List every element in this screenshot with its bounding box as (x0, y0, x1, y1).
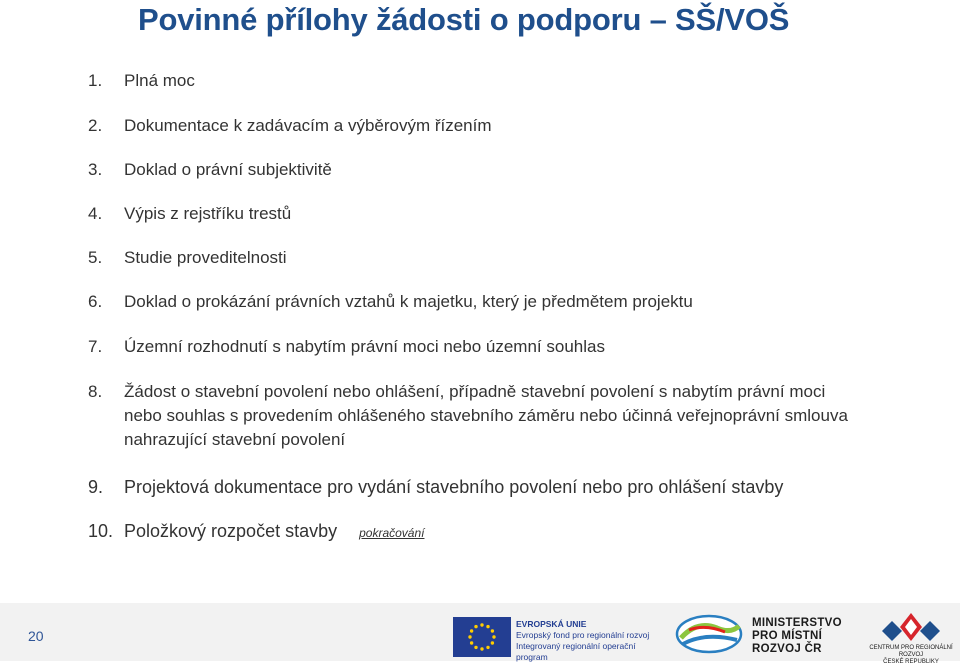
eu-label (516, 619, 666, 663)
item-text: Plná moc (124, 71, 195, 90)
eu-flag-icon (453, 617, 511, 657)
item-text: Projektová dokumentace pro vydání stavebního povolení nebo pro ohlášení stavby (124, 477, 784, 497)
item-number: 10. (88, 521, 114, 541)
page-title: Povinné přílohy žádosti o podporu – SŠ/VOŠ (138, 2, 790, 37)
crr-label (864, 645, 958, 666)
item-number: 9. (88, 477, 104, 497)
mmr-line1: MINISTERSTVO (752, 617, 842, 629)
item-text: Studie proveditelnosti (124, 248, 287, 267)
item-text: Doklad o právní subjektivitě (124, 160, 332, 179)
item-number: 8. (88, 382, 103, 401)
item-number: 4. (88, 204, 103, 223)
item-number: 3. (88, 160, 103, 179)
mmr-line3: ROZVOJ ČR (752, 643, 822, 655)
mmr-line2: PRO MÍSTNÍ (752, 630, 823, 642)
crr-line1: CENTRUM PRO REGIONÁLNÍ ROZVOJ (869, 645, 953, 658)
item-text: Žádost o stavební povolení nebo ohlášení, případně stavební povolení s nabytím právní moci nebo souhlas s provedením ohlášeného stavebního záměru nebo účinná veřejnoprávní smlouva nahrazující stavební povolení (124, 382, 848, 449)
item-text-label: Položkový rozpočet stavby (124, 521, 338, 541)
ministry-label (752, 617, 842, 656)
item-text (124, 519, 864, 545)
item-text: Výpis z rejstříku trestů (124, 204, 292, 223)
item-text: Územní rozhodnutí s nabytím právní moci nebo územní souhlas (124, 337, 605, 356)
crr-logo-icon (872, 611, 950, 643)
item-number: 6. (88, 292, 103, 311)
continue-link[interactable]: pokračování (359, 526, 425, 540)
eu-line1: EVROPSKÁ UNIE (516, 619, 587, 629)
item-number: 2. (88, 116, 103, 135)
page-number: 20 (28, 628, 44, 644)
item-text: Doklad o prokázání právních vztahů k majetku, který je předmětem projektu (124, 292, 693, 311)
item-number: 5. (88, 248, 103, 267)
eu-line2: Evropský fond pro regionální rozvoj (516, 630, 650, 640)
crr-line2: ČESKÉ REPUBLIKY (883, 659, 939, 665)
item-number: 1. (88, 71, 103, 90)
item-text: Dokumentace k zadávacím a výběrovým řízením (124, 116, 492, 135)
eu-line3: Integrovaný regionální operační program (516, 641, 636, 662)
ministry-logo-icon (675, 612, 743, 656)
item-number: 7. (88, 337, 103, 356)
